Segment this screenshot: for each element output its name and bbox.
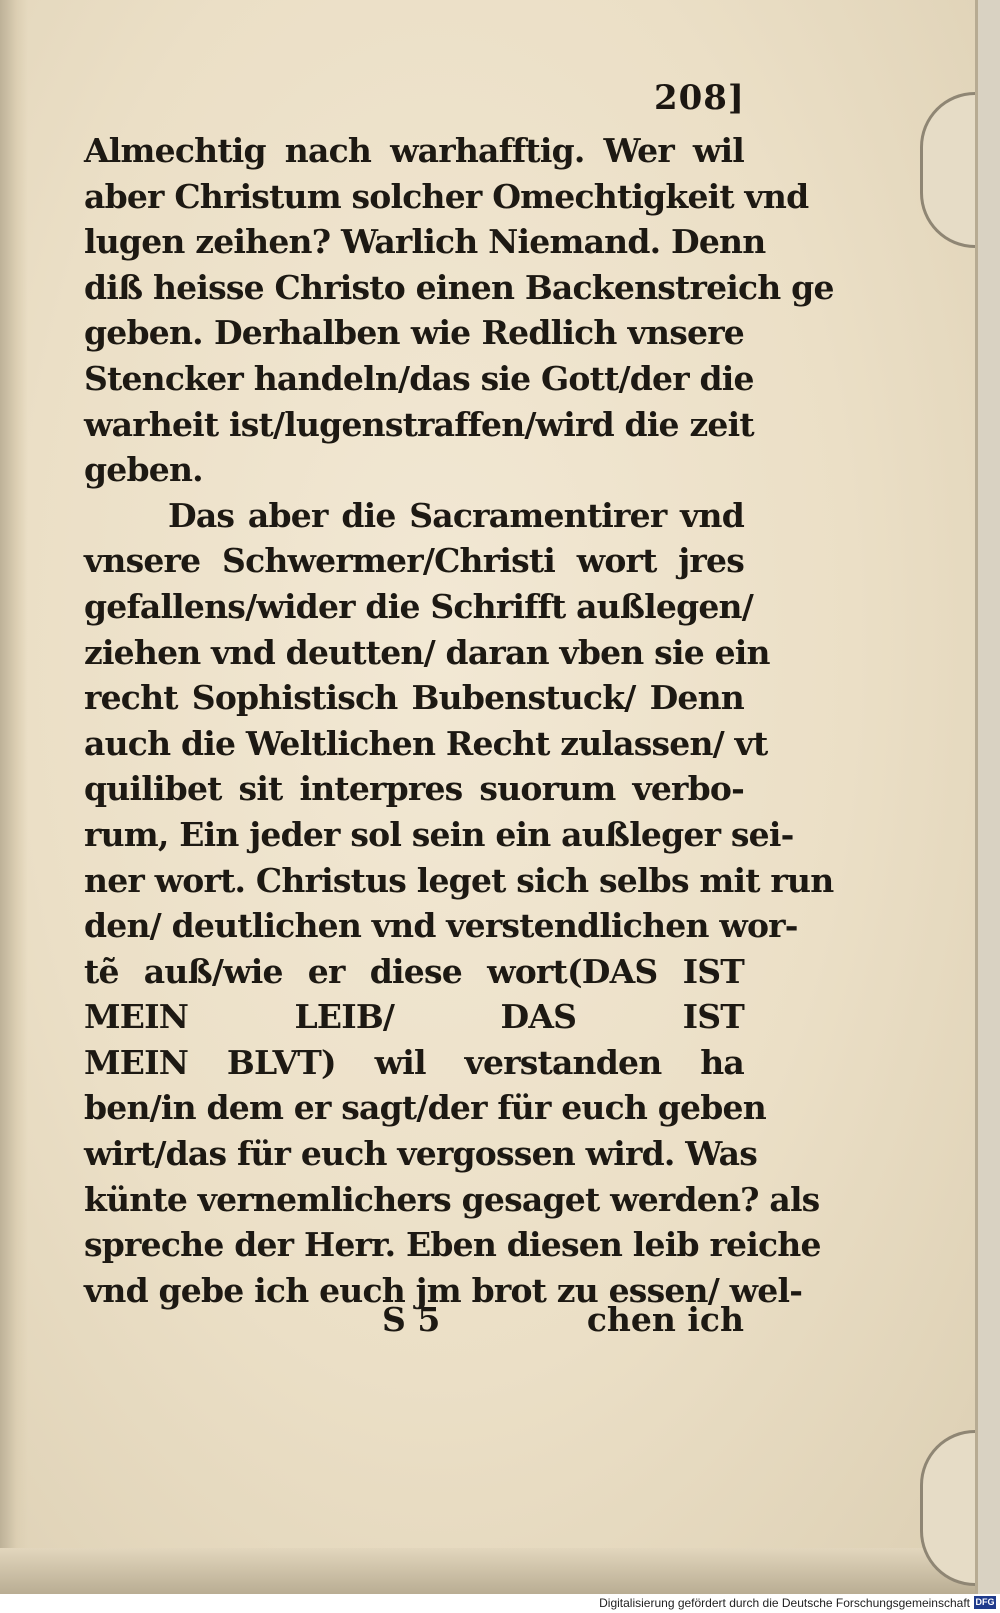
binding-shadow [0,0,28,1594]
signature-mark: S 5 [382,1300,441,1339]
text-line: Stencker handeln/das sie Gott/der die [84,358,754,398]
clasp-top [920,92,975,248]
text-line: gefallens/wider die Schrifft außlegen/ [84,586,753,626]
text-line: MEIN BLVT) wil verstanden ha [84,1042,744,1082]
text-line: wirt/das für euch vergossen wird. Was [84,1134,757,1174]
text-block [84,128,834,1313]
text-line: recht Sophistisch Bubenstuck/ Denn [84,678,744,718]
text-line: ner wort. Christus leget sich selbs mit run [84,860,834,900]
catchline [84,1300,744,1345]
text-line: ziehen vnd deutten/ daran vben sie ein [84,632,770,672]
dfg-logo: DFG [975,1597,995,1607]
page-number: 208] [653,78,745,118]
text-line: diß heisse Christo einen Backenstreich ge [84,267,834,307]
digitization-footer [0,1594,1000,1613]
text-line: aber Christum solcher Omechtigkeit vnd [84,176,809,216]
text-line: vnd gebe ich euch jm brot zu essen/ wel- [84,1270,803,1310]
text-line: rum, Ein jeder sol sein ein außleger sei- [84,814,794,854]
text-line: ben/in dem er sagt/der für euch geben [84,1088,766,1128]
text-line: quilibet sit interpres suorum verbo- [84,769,744,809]
paragraph-start-line: Das aber die Sacramentirer vnd [168,495,744,535]
page-bottom-edge [0,1548,975,1594]
text-line: spreche der Herr. Eben diesen leib reiche [84,1225,821,1265]
text-line: tẽ auß/wie er diese wort(DAS IST [84,951,744,991]
text-line: Almechtig nach warhafftig. Wer wil [84,131,744,170]
text-line: MEIN LEIB/ DAS IST [84,997,744,1037]
funding-credit: Digitalisierung gefördert durch die Deutsche Forschungsgemeinschaft [599,1596,970,1610]
text-line: künte vernemlichers gesaget werden? als [84,1179,820,1219]
catchword: chen ich [586,1300,744,1339]
text-line: geben. Derhalben wie Redlich vnsere [84,313,744,353]
text-line: den/ deutlichen vnd verstendlichen wor- [84,906,798,946]
text-line: auch die Weltlichen Recht zulassen/ vt [84,723,768,763]
text-line: warheit ist/lugenstraffen/wird die zeit [84,404,754,444]
text-line: geben. [84,450,203,490]
text-line: lugen zeihen? Warlich Niemand. Denn [84,222,766,262]
text-line: vnsere Schwermer/Christi wort jres [84,541,744,581]
